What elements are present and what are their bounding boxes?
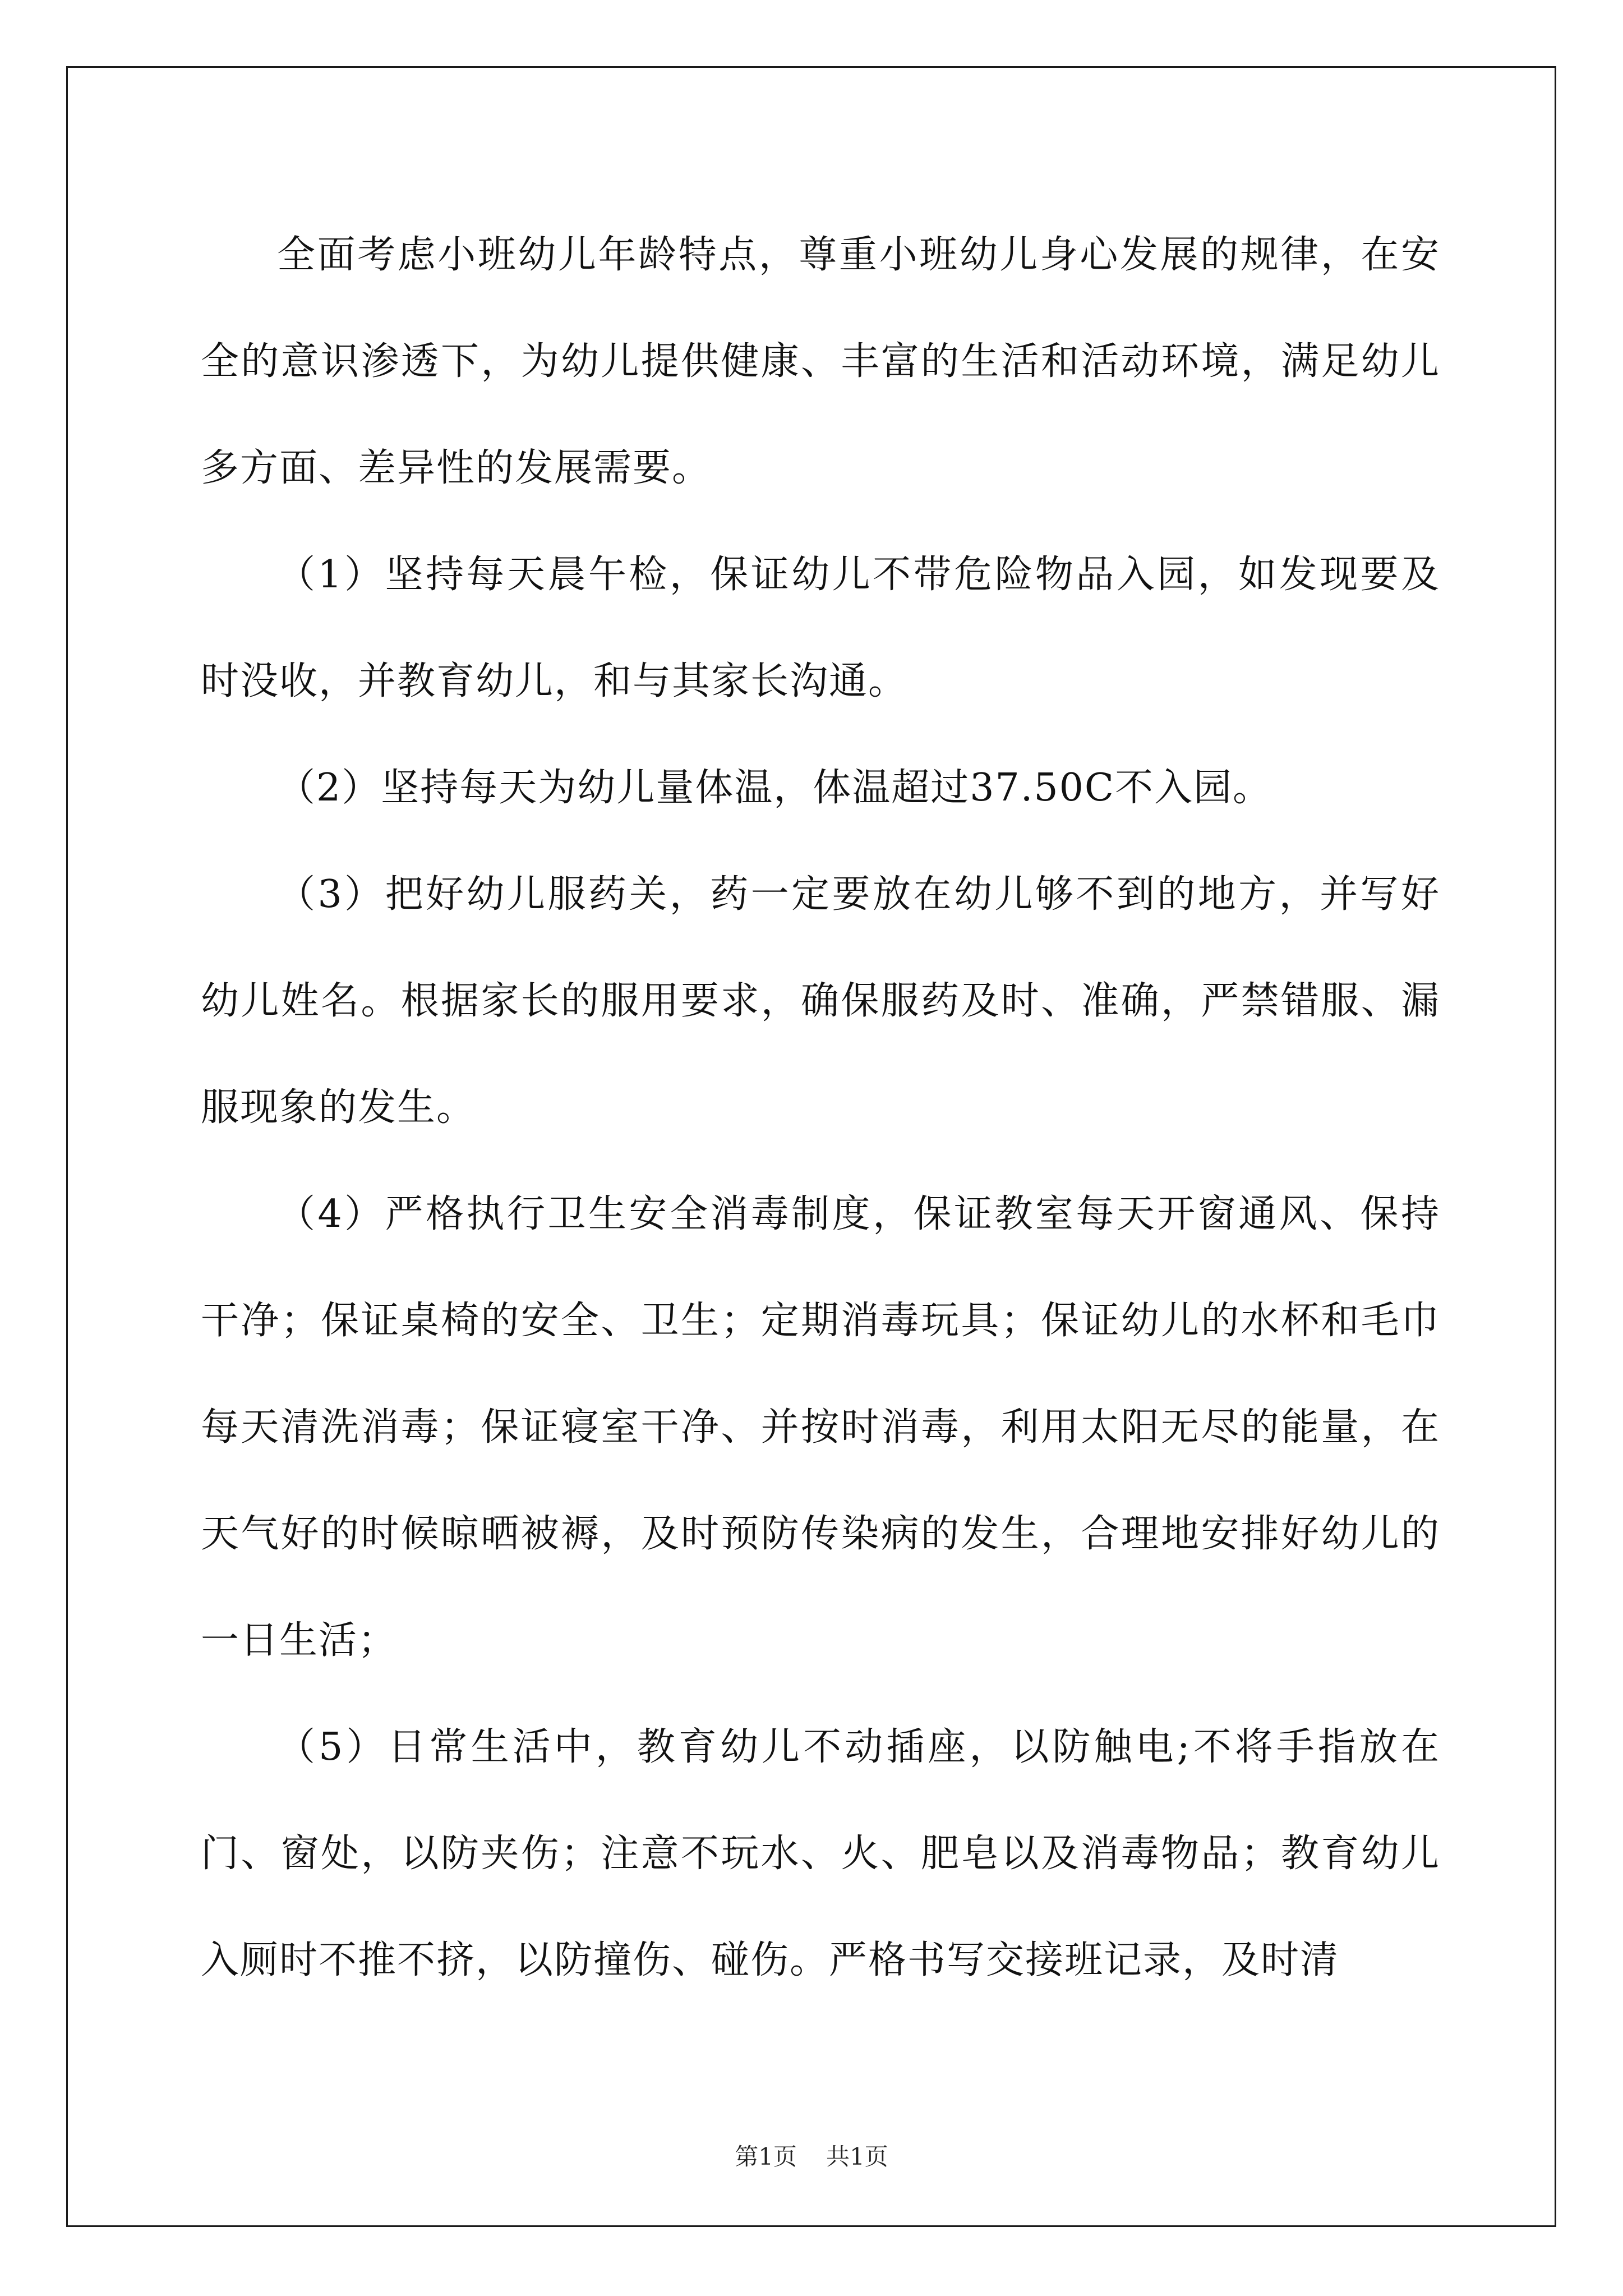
paragraph-item-3: （3）把好幼儿服药关，药一定要放在幼儿够不到的地方，并写好幼儿姓名。根据家长的服用要求，确保服药及时、准确，严禁错服、漏服现象的发生。 bbox=[201, 872, 1440, 1130]
paragraph-intro: 全面考虑小班幼儿年龄特点，尊重小班幼儿身心发展的规律，在安全的意识渗透下，为幼儿提供健康、丰富的生活和活动环境，满足幼儿多方面、差异性的发展需要。 bbox=[201, 233, 1440, 490]
page-number: 第1页 bbox=[735, 2143, 797, 2170]
paragraph-item-2: （2）坚持每天为幼儿量体温，体温超过37.50C不入园。 bbox=[277, 766, 1272, 810]
paragraph-item-5: （5）日常生活中，教育幼儿不动插座，以防触电;不将手指放在门、窗处，以防夹伤；注意不玩水、火、肥皂以及消毒物品；教育幼儿入厕时不推不挤，以防撞伤、碰伤。严格书写交接班记录，及时清 bbox=[201, 1725, 1440, 1982]
page-total: 共1页 bbox=[826, 2143, 888, 2170]
paragraph-item-4: （4）严格执行卫生安全消毒制度，保证教室每天开窗通风、保持干净；保证桌椅的安全、卫生；定期消毒玩具；保证幼儿的水杯和毛巾每天清洗消毒；保证寝室干净、并按时消毒，利用太阳无尽的能量，在天气好的时候晾晒被褥，及时预防传染病的发生，合理地安排好幼儿的一日生活； bbox=[201, 1192, 1440, 1663]
paragraph-item-1: （1）坚持每天晨午检，保证幼儿不带危险物品入园，如发现要及时没收，并教育幼儿，和与其家长沟通。 bbox=[201, 553, 1440, 703]
document-body bbox=[201, 202, 1440, 2014]
page-footer bbox=[0, 2138, 1623, 2172]
